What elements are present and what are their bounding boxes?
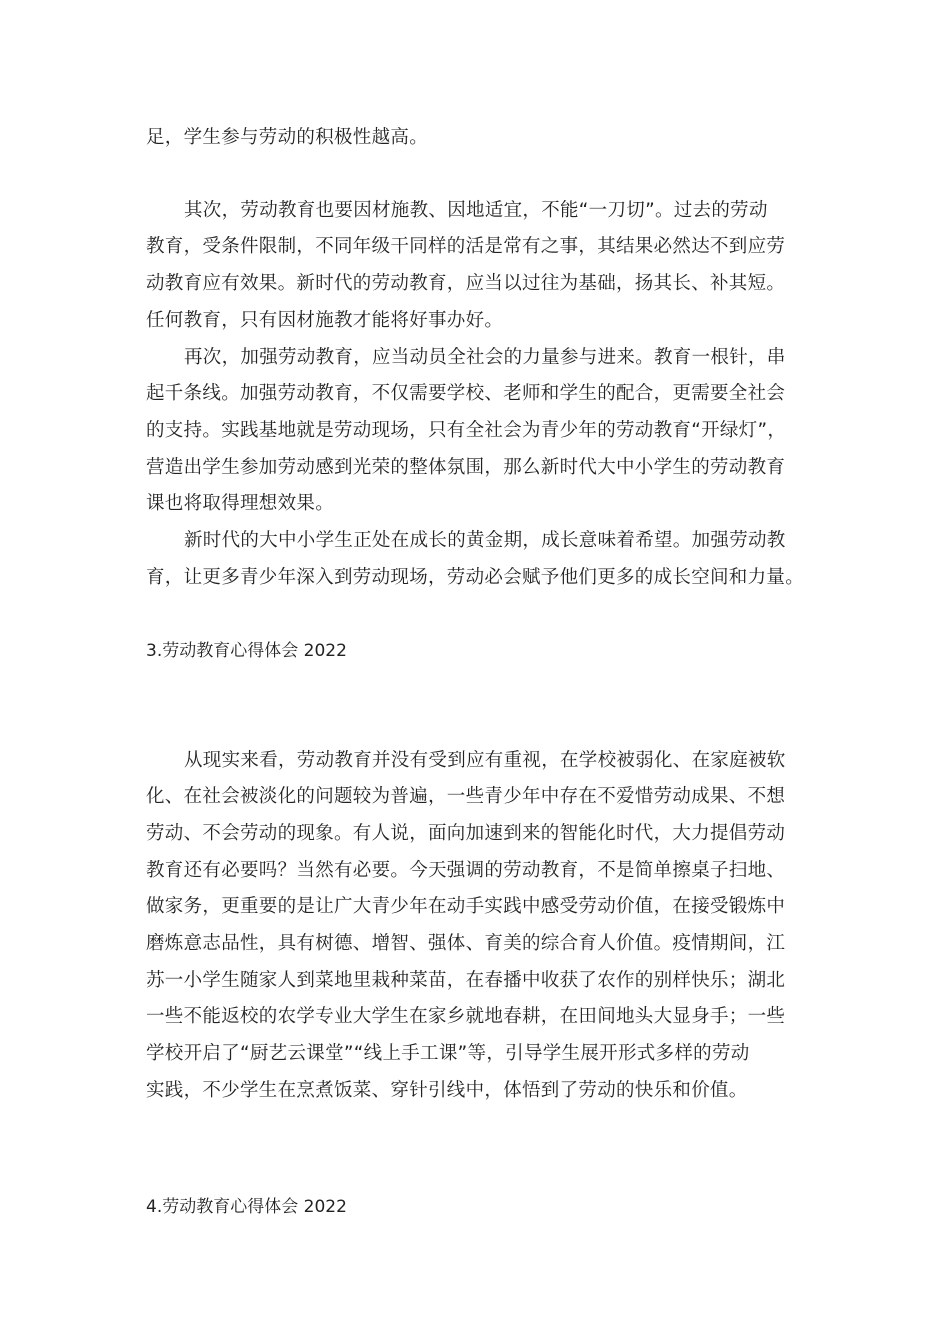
paragraph-line: 育，让更多青少年深入到劳动现场，劳动必会赋予他们更多的成长空间和力量。 (146, 567, 805, 588)
paragraph-line: 化、在社会被淡化的问题较为普遍，一些青少年中存在不爱惜劳动成果、不想 (146, 786, 786, 807)
paragraph-line: 一些不能返校的农学专业大学生在家乡就地春耕，在田间地头大显身手；一些 (146, 1006, 786, 1027)
paragraph-line: 磨炼意志品性，具有树德、增智、强体、育美的综合育人价值。疫情期间，江 (146, 933, 786, 954)
paragraph-line: 起千条线。加强劳动教育，不仅需要学校、老师和学生的配合，更需要全社会 (146, 383, 786, 404)
paragraph-line: 再次，加强劳动教育，应当动员全社会的力量参与进来。教育一根针，串 (184, 347, 786, 368)
paragraph-line: 做家务，更重要的是让广大青少年在动手实践中感受劳动价值，在接受锻炼中 (146, 896, 786, 917)
section-heading: 4.劳动教育心得体会 2022 (146, 1197, 347, 1217)
paragraph-line: 教育，受条件限制，不同年级干同样的活是常有之事，其结果必然达不到应劳 (146, 236, 786, 257)
paragraph-line: 任何教育，只有因材施教才能将好事办好。 (146, 310, 504, 331)
paragraph-line: 新时代的大中小学生正处在成长的黄金期，成长意味着希望。加强劳动教 (184, 530, 786, 551)
paragraph-line: 其次，劳动教育也要因材施教、因地适宜，不能“一刀切”。过去的劳动 (184, 200, 768, 221)
paragraph-line: 从现实来看，劳动教育并没有受到应有重视，在学校被弱化、在家庭被软 (184, 750, 786, 771)
paragraph-line: 学校开启了“厨艺云课堂”“线上手工课”等，引导学生展开形式多样的劳动 (146, 1043, 750, 1064)
paragraph-line: 课也将取得理想效果。 (146, 493, 335, 514)
paragraph-line: 苏一小学生随家人到菜地里栽种菜苗，在春播中收获了农作的别样快乐；湖北 (146, 970, 786, 991)
paragraph-line: 的支持。实践基地就是劳动现场，只有全社会为青少年的劳动教育“开绿灯”， (146, 420, 787, 441)
paragraph-line: 实践，不少学生在烹煮饭菜、穿针引线中，体悟到了劳动的快乐和价值。 (146, 1080, 748, 1101)
paragraph-line: 教育还有必要吗？当然有必要。今天强调的劳动教育，不是简单擦桌子扫地、 (146, 860, 786, 881)
paragraph-line: 劳动、不会劳动的现象。有人说，面向加速到来的智能化时代，大力提倡劳动 (146, 823, 786, 844)
paragraph-line: 营造出学生参加劳动感到光荣的整体氛围，那么新时代大中小学生的劳动教育 (146, 457, 786, 478)
paragraph-line: 动教育应有效果。新时代的劳动教育，应当以过往为基础，扬其长、补其短。 (146, 273, 786, 294)
paragraph-line: 足，学生参与劳动的积极性越高。 (146, 127, 429, 148)
section-heading: 3.劳动教育心得体会 2022 (146, 641, 347, 661)
